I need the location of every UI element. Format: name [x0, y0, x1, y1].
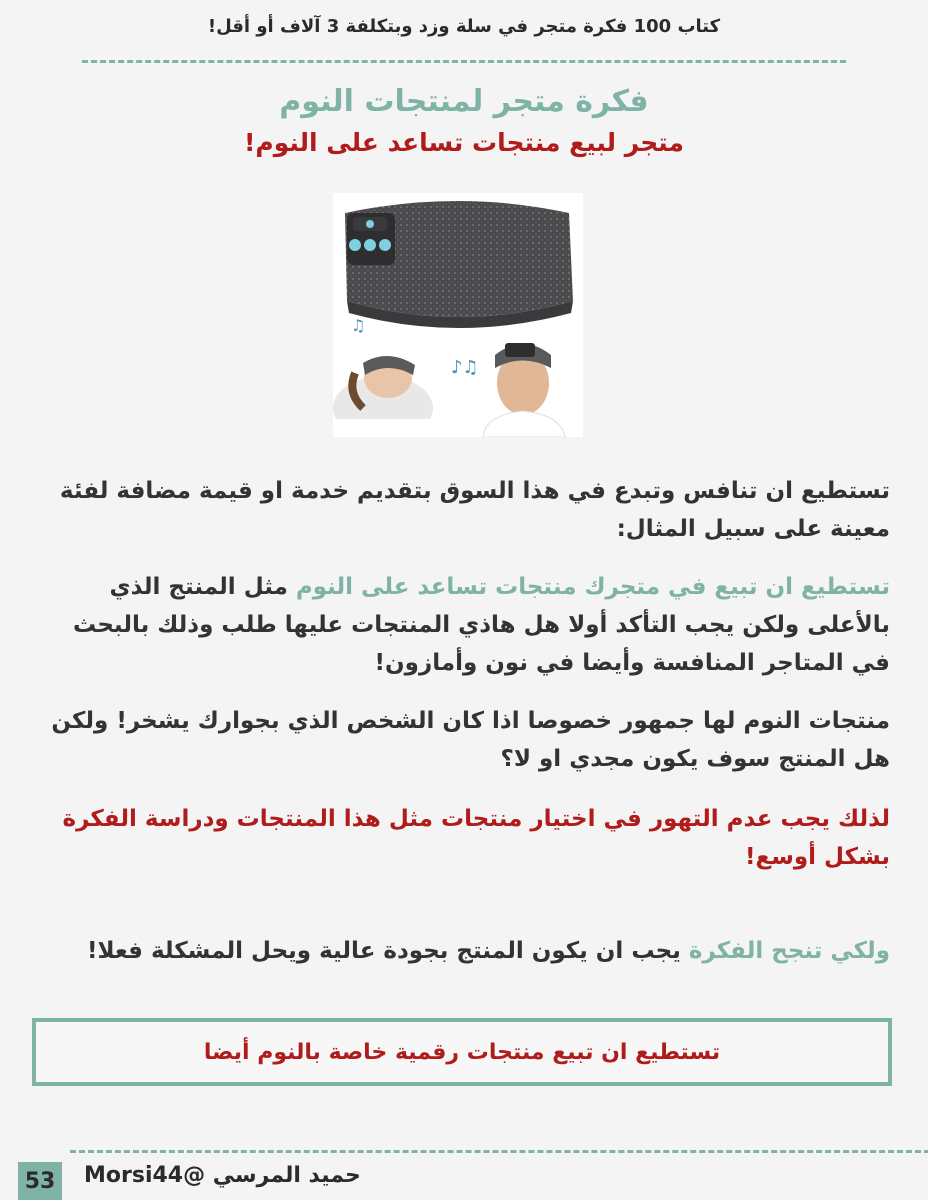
- tip-text: تستطيع ان تبيع منتجات رقمية خاصة بالنوم أيضا: [203, 1039, 721, 1065]
- paragraph-success: [40, 932, 890, 970]
- svg-text:♫: ♫: [351, 316, 366, 335]
- header-divider: [82, 60, 846, 63]
- paragraph-intro: تستطيع ان تنافس وتبدع في هذا السوق بتقديم خدمة او قيمة مضافة لفئة معينة على سبيل المثال:: [59, 478, 890, 542]
- tip-box: [32, 1018, 892, 1086]
- sleep-headband-image: [333, 193, 583, 437]
- book-title: كتاب 100 فكرة متجر في سلة وزد وبتكلفة 3 آلاف أو أقل!: [207, 16, 721, 37]
- paragraph-success-highlight: ولكي تنجح الفكرة: [688, 938, 890, 964]
- page-number: 53: [18, 1162, 62, 1200]
- author-credit: حميد المرسي @Morsi44: [84, 1163, 361, 1188]
- footer-divider: [70, 1150, 928, 1153]
- paragraph-product-highlight: تستطيع ان تبيع في متجرك منتجات تساعد على النوم: [295, 574, 890, 600]
- svg-text:♪♫: ♪♫: [451, 357, 479, 378]
- paragraph-warning: لذلك يجب عدم التهور في اختيار منتجات مثل هذا المنتجات ودراسة الفكرة بشكل أوسع!: [62, 806, 890, 870]
- paragraph-product-rest: مثل المنتج الذي بالأعلى ولكن يجب التأكد أولا هل هاذي المنتجات عليها طلب وذلك بالبحث في المتاجر المنافسة وأيضا في نون وأمازون!: [73, 574, 890, 676]
- paragraph-audience: منتجات النوم لها جمهور خصوصا اذا كان الشخص الذي بجوارك يشخر! ولكن هل المنتج سوف يكون مجدي او لا؟: [51, 708, 890, 772]
- idea-title: فكرة متجر لمنتجات النوم: [279, 84, 649, 119]
- idea-subtitle: متجر لبيع منتجات تساعد على النوم!: [244, 128, 684, 157]
- paragraph-success-rest: يجب ان يكون المنتج بجودة عالية ويحل المشكلة فعلا!: [86, 938, 689, 964]
- sleep-headband-photo-icon: [333, 193, 583, 437]
- paragraph-product: [40, 568, 890, 682]
